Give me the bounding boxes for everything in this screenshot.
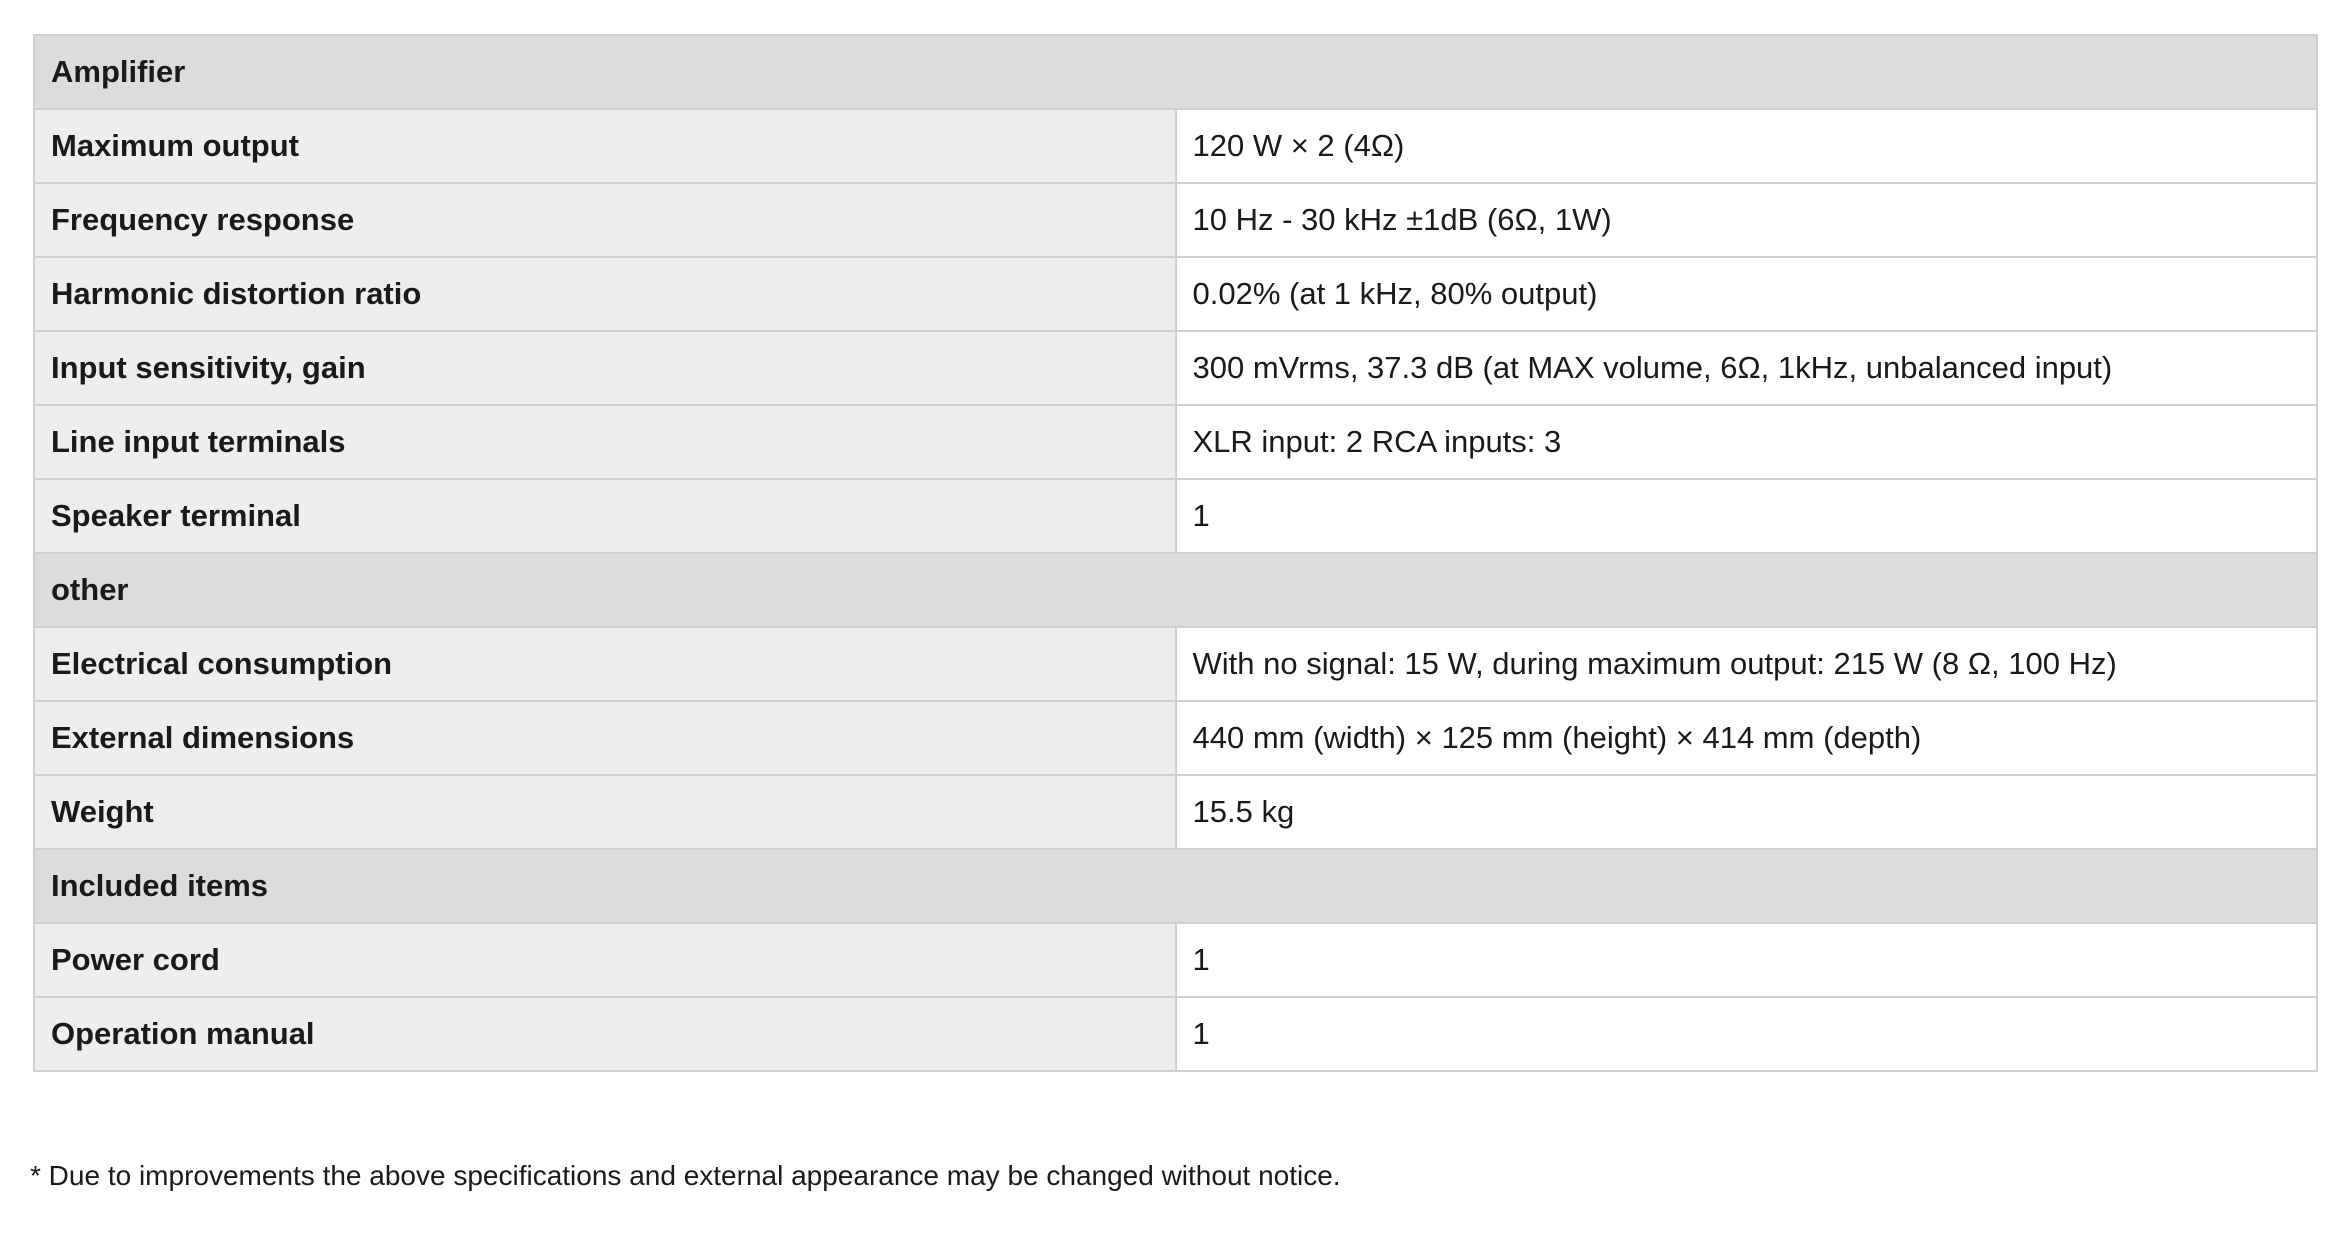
- spec-label: Weight: [34, 775, 1176, 849]
- spec-value: XLR input: 2 RCA inputs: 3: [1176, 405, 2318, 479]
- section-header-row: [34, 553, 2317, 627]
- table-row: [34, 183, 2317, 257]
- spec-value: 10 Hz - 30 kHz ±1dB (6Ω, 1W): [1176, 183, 2318, 257]
- spec-label: Operation manual: [34, 997, 1176, 1071]
- section-header-row: [34, 849, 2317, 923]
- spec-table: [33, 34, 2318, 1072]
- spec-label: Harmonic distortion ratio: [34, 257, 1176, 331]
- footnote: * Due to improvements the above specifications and external appearance may be changed without notice.: [30, 1160, 1341, 1191]
- spec-value: 0.02% (at 1 kHz, 80% output): [1176, 257, 2318, 331]
- table-row: [34, 109, 2317, 183]
- table-row: [34, 923, 2317, 997]
- spec-label: Line input terminals: [34, 405, 1176, 479]
- spec-value: 1: [1176, 923, 2318, 997]
- spec-label: Frequency response: [34, 183, 1176, 257]
- table-row: [34, 405, 2317, 479]
- table-row: [34, 997, 2317, 1071]
- section-header-row: [34, 35, 2317, 109]
- spec-value: 1: [1176, 997, 2318, 1071]
- spec-label: Speaker terminal: [34, 479, 1176, 553]
- spec-label: Electrical consumption: [34, 627, 1176, 701]
- spec-label: Power cord: [34, 923, 1176, 997]
- table-row: [34, 479, 2317, 553]
- spec-value: 300 mVrms, 37.3 dB (at MAX volume, 6Ω, 1kHz, unbalanced input): [1176, 331, 2318, 405]
- spec-label: Input sensitivity, gain: [34, 331, 1176, 405]
- table-row: [34, 257, 2317, 331]
- section-title: Included items: [34, 849, 2317, 923]
- spec-value: 1: [1176, 479, 2318, 553]
- table-row: [34, 331, 2317, 405]
- table-row: [34, 701, 2317, 775]
- spec-value: 440 mm (width) × 125 mm (height) × 414 mm (depth): [1176, 701, 2318, 775]
- table-row: [34, 775, 2317, 849]
- spec-value: 15.5 kg: [1176, 775, 2318, 849]
- table-row: [34, 627, 2317, 701]
- spec-label: External dimensions: [34, 701, 1176, 775]
- spec-value: 120 W × 2 (4Ω): [1176, 109, 2318, 183]
- section-title: Amplifier: [34, 35, 2317, 109]
- spec-label: Maximum output: [34, 109, 1176, 183]
- spec-value: With no signal: 15 W, during maximum output: 215 W (8 Ω, 100 Hz): [1176, 627, 2318, 701]
- section-title: other: [34, 553, 2317, 627]
